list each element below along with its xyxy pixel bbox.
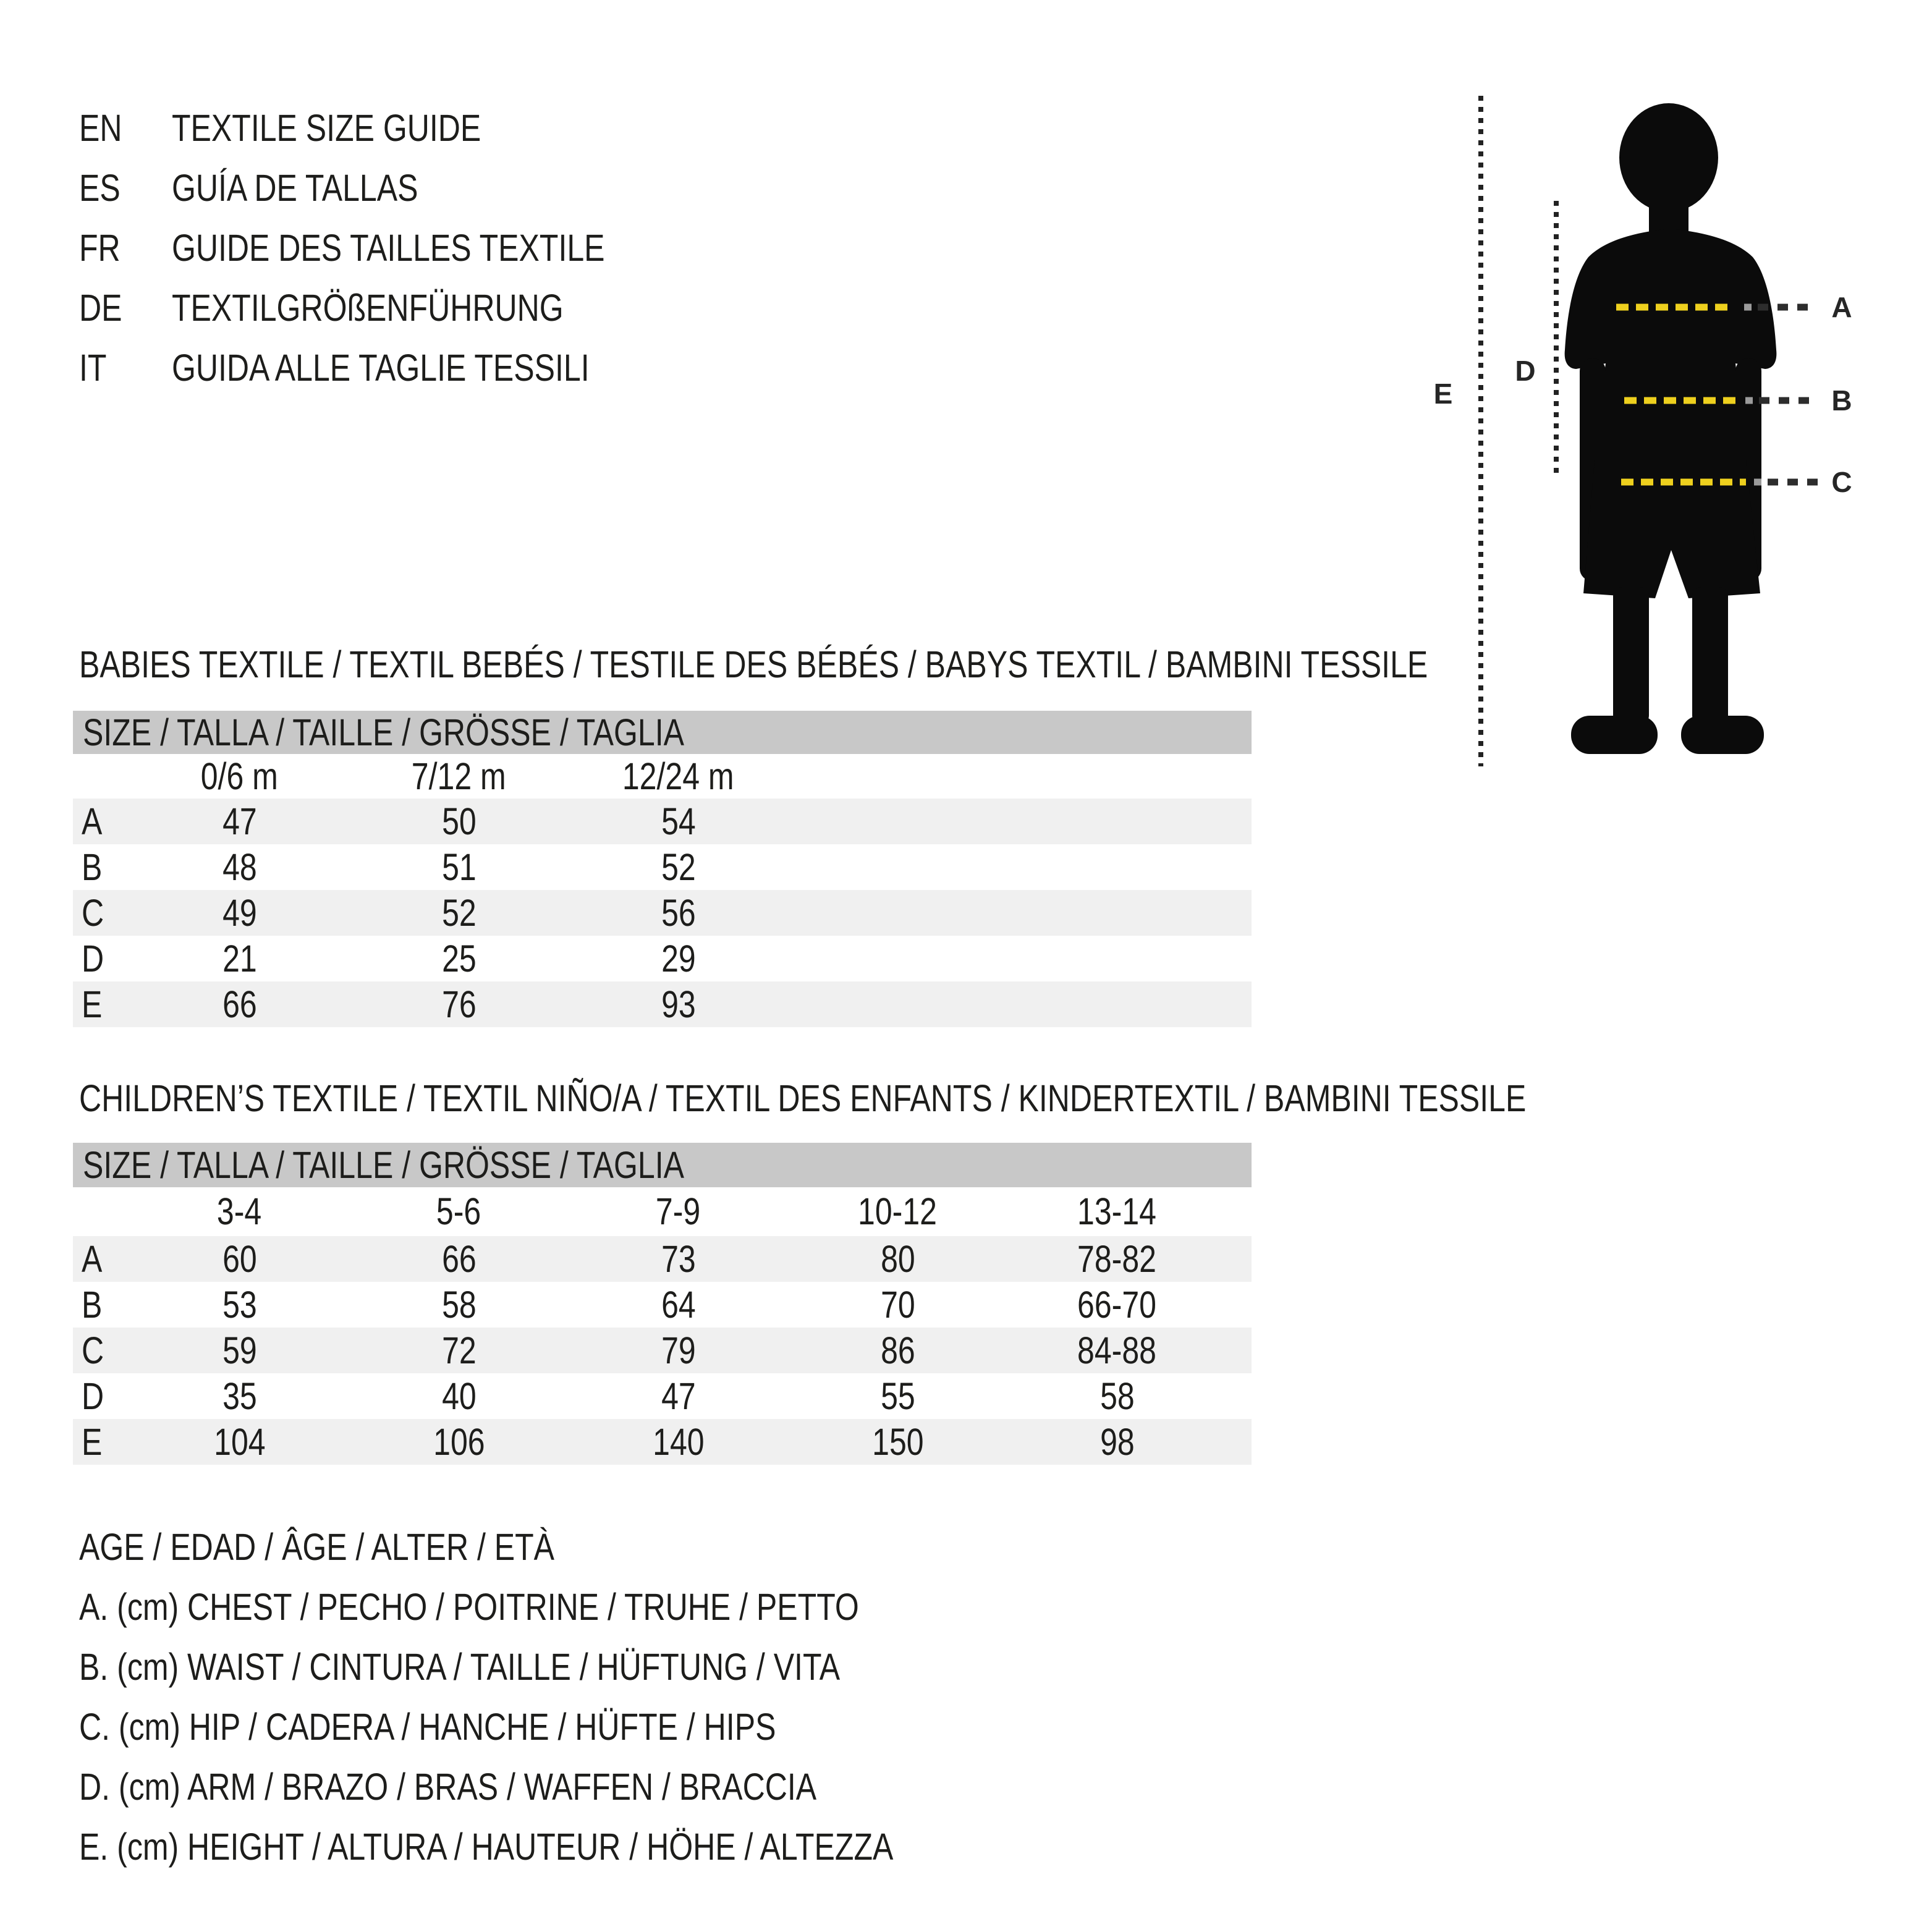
- language-code: DE: [79, 287, 122, 329]
- table-row: [73, 1373, 1252, 1419]
- legend-line-waist: B. (cm) WAIST / CINTURA / TAILLE / HÜFTUNG / VITA: [79, 1646, 841, 1688]
- language-row-it: [79, 338, 700, 398]
- table-row: [73, 1419, 1252, 1465]
- row-label: C: [82, 891, 104, 934]
- table-header-bar: [73, 1143, 1252, 1187]
- cell: 80: [880, 1237, 915, 1280]
- column-header: 7-9: [656, 1190, 701, 1232]
- language-row-de: [79, 278, 700, 338]
- cell: 35: [222, 1375, 257, 1417]
- cell: 78-82: [1077, 1237, 1157, 1280]
- page-title-en: TEXTILE SIZE GUIDE: [172, 107, 481, 149]
- table-row: [73, 1328, 1252, 1373]
- column-header-row: [73, 1187, 1252, 1236]
- page-title-fr: GUIDE DES TAILLES TEXTILE: [172, 227, 605, 269]
- language-row-es: [79, 158, 700, 218]
- cell: 64: [661, 1283, 696, 1326]
- language-row-en: [79, 98, 700, 158]
- cell: 25: [441, 937, 477, 980]
- page-title-it: GUIDA ALLE TAGLIE TESSILI: [172, 347, 590, 389]
- column-header: 0/6 m: [200, 755, 279, 797]
- column-header: 12/24 m: [622, 755, 734, 797]
- row-label: B: [82, 845, 103, 888]
- cell: 72: [441, 1329, 477, 1371]
- cell: 70: [880, 1283, 915, 1326]
- cell: 73: [661, 1237, 696, 1280]
- language-code: ES: [79, 167, 121, 209]
- legend-line-age: AGE / EDAD / ÂGE / ALTER / ETÀ: [79, 1526, 555, 1568]
- cell: 50: [441, 800, 477, 842]
- cell: 56: [661, 891, 696, 934]
- cell: 150: [871, 1420, 924, 1463]
- babies-section-heading: BABIES TEXTILE / TEXTIL BEBÉS / TESTILE DES BÉBÉS / BABYS TEXTIL / BAMBINI TESSILE: [79, 643, 1428, 685]
- cell: 58: [1099, 1375, 1135, 1417]
- row-label: C: [82, 1329, 104, 1371]
- cell: 49: [222, 891, 257, 934]
- cell: 106: [433, 1420, 485, 1463]
- language-code: FR: [79, 227, 121, 269]
- cell: 86: [880, 1329, 915, 1371]
- cell: 98: [1099, 1420, 1135, 1463]
- row-label: D: [82, 1375, 104, 1417]
- table-row: [73, 981, 1252, 1027]
- legend-line-hip: C. (cm) HIP / CADERA / HANCHE / HÜFTE / HIPS: [79, 1706, 776, 1748]
- children-size-table: [73, 1143, 1252, 1465]
- legend-line-height: E. (cm) HEIGHT / ALTURA / HAUTEUR / HÖHE / ALTEZZA: [79, 1826, 894, 1868]
- cell: 51: [441, 845, 477, 888]
- legend-line-arm: D. (cm) ARM / BRAZO / BRAS / WAFFEN / BRACCIA: [79, 1766, 817, 1808]
- figure-label-d: D: [1515, 355, 1536, 387]
- cell: 93: [661, 983, 696, 1025]
- column-header: 3-4: [217, 1190, 262, 1232]
- size-header-label: SIZE / TALLA / TAILLE / GRÖSSE / TAGLIA: [83, 1143, 685, 1186]
- size-header-label: SIZE / TALLA / TAILLE / GRÖSSE / TAGLIA: [83, 711, 685, 753]
- cell: 40: [441, 1375, 477, 1417]
- cell: 66: [441, 1237, 477, 1280]
- cell: 21: [222, 937, 257, 980]
- column-header-row: [73, 754, 1252, 799]
- language-title-block: [79, 98, 700, 398]
- babies-size-table: [73, 711, 1252, 1027]
- row-label: E: [82, 983, 103, 1025]
- table-header-bar: [73, 711, 1252, 754]
- measurement-legend: [79, 1517, 1072, 1877]
- cell: 79: [661, 1329, 696, 1371]
- cell: 84-88: [1077, 1329, 1157, 1371]
- cell: 66-70: [1077, 1283, 1157, 1326]
- column-header: 10-12: [858, 1190, 938, 1232]
- column-header: 7/12 m: [412, 755, 506, 797]
- cell: 47: [222, 800, 257, 842]
- cell: 58: [441, 1283, 477, 1326]
- table-row: [73, 1282, 1252, 1328]
- row-label: D: [82, 937, 104, 980]
- figure-label-c: C: [1831, 466, 1852, 498]
- row-label: A: [82, 800, 103, 842]
- cell: 66: [222, 983, 257, 1025]
- row-label: A: [82, 1237, 103, 1280]
- cell: 53: [222, 1283, 257, 1326]
- cell: 48: [222, 845, 257, 888]
- table-row: [73, 844, 1252, 890]
- figure-label-a: A: [1831, 291, 1852, 323]
- column-header: 5-6: [436, 1190, 481, 1232]
- cell: 104: [213, 1420, 266, 1463]
- children-section-heading: CHILDREN’S TEXTILE / TEXTIL NIÑO/A / TEXTIL DES ENFANTS / KINDERTEXTIL / BAMBINI TESSILE: [79, 1077, 1527, 1119]
- cell: 60: [222, 1237, 257, 1280]
- table-row: [73, 890, 1252, 936]
- cell: 140: [652, 1420, 705, 1463]
- row-label: B: [82, 1283, 103, 1326]
- language-code: IT: [79, 347, 107, 389]
- table-row: [73, 936, 1252, 981]
- figure-label-b: B: [1831, 384, 1852, 417]
- table-row: [73, 1236, 1252, 1282]
- figure-label-e: E: [1433, 378, 1453, 410]
- page-title-de: TEXTILGRÖßENFÜHRUNG: [172, 287, 564, 329]
- legend-line-chest: A. (cm) CHEST / PECHO / POITRINE / TRUHE / PETTO: [79, 1586, 859, 1628]
- language-row-fr: [79, 218, 700, 278]
- cell: 55: [880, 1375, 915, 1417]
- cell: 29: [661, 937, 696, 980]
- cell: 52: [441, 891, 477, 934]
- page-title-es: GUÍA DE TALLAS: [172, 167, 418, 209]
- row-label: E: [82, 1420, 103, 1463]
- cell: 52: [661, 845, 696, 888]
- cell: 76: [441, 983, 477, 1025]
- cell: 47: [661, 1375, 696, 1417]
- table-row: [73, 799, 1252, 844]
- language-code: EN: [79, 107, 122, 149]
- cell: 59: [222, 1329, 257, 1371]
- cell: 54: [661, 800, 696, 842]
- column-header: 13-14: [1077, 1190, 1157, 1232]
